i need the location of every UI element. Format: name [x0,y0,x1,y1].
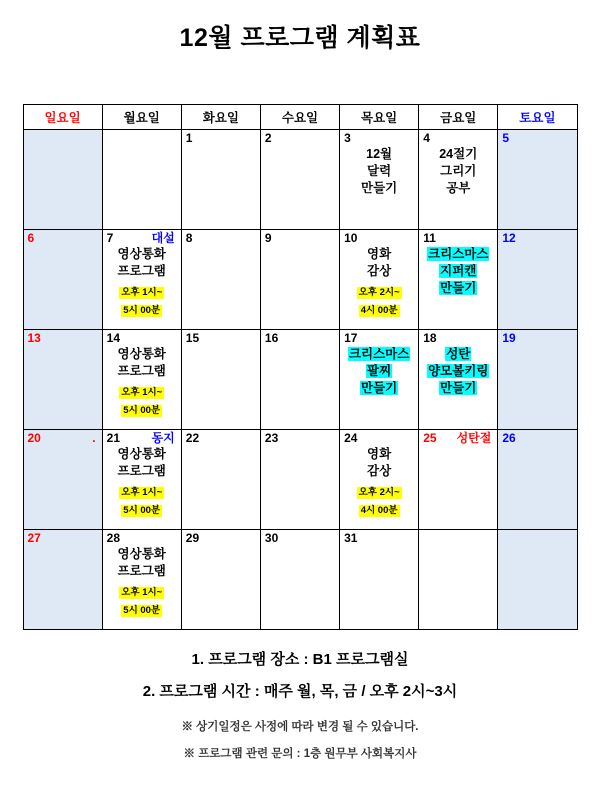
event-time-row [340,500,418,518]
event-time-text: 5시 00분 [123,505,161,516]
event-time-text: 4시 00분 [360,505,398,516]
day-number: 29 [185,531,200,545]
day-cell[interactable] [23,230,102,330]
event-line: 영상통화 [117,447,166,461]
event-line: 영상통화 [117,347,166,361]
event-time-row [103,500,181,518]
event-time-block [103,382,181,418]
day-number: 12 [502,231,516,245]
event-line [419,363,497,380]
day-number: 19 [502,331,516,345]
day-cell[interactable] [23,430,102,530]
event-time-row [103,482,181,500]
day-number: 11 [423,231,436,245]
day-number: 7 [106,231,114,245]
day-cell[interactable] [181,330,260,430]
day-cell[interactable] [23,530,102,630]
day-cell[interactable] [498,330,577,430]
event-line [340,380,418,397]
day-cell[interactable] [419,130,498,230]
event-time-row [103,600,181,618]
event-time-text: 오후 1시~ [121,287,163,298]
footer-disclaimer: ※ 상기일정은 사정에 따라 변경 될 수 있습니다. [181,721,419,733]
calendar-week-row [23,430,577,530]
day-cell[interactable] [260,430,339,530]
event-line [419,346,497,363]
event-time-text: 오후 2시~ [358,287,400,298]
day-note: 동지 [151,431,175,445]
event-time-row [103,382,181,400]
weekday-header-0: 일요일 [23,105,102,130]
event-line: 감상 [367,264,392,278]
day-cell[interactable] [181,230,260,330]
event-line [419,280,497,297]
event-line: 12월 [366,147,393,161]
calendar-week-row [23,130,577,230]
event-list [419,130,497,197]
day-note: . [92,431,96,445]
day-number: 21 [106,431,120,445]
day-number: 22 [185,431,200,445]
day-number: 5 [502,131,510,145]
event-text: 크리스마스 [428,247,489,261]
event-time-text: 5시 00분 [123,405,161,416]
event-time-row [103,400,181,418]
event-text: 만들기 [361,381,398,395]
event-time-text: 오후 2시~ [358,487,400,498]
weekday-header-3: 수요일 [260,105,339,130]
day-number: 27 [27,531,41,545]
event-time-row [340,300,418,318]
day-cell[interactable] [340,130,419,230]
day-number: 28 [106,531,120,545]
event-text: 만들기 [440,281,477,295]
event-time-row [340,282,418,300]
calendar-week-row [23,230,577,330]
day-cell[interactable] [181,130,260,230]
day-note: 성탄절 [456,431,492,445]
event-line [340,346,418,363]
event-text: 성탄 [446,347,471,361]
day-number: 17 [344,331,358,345]
day-number: 23 [264,431,279,445]
day-cell[interactable] [260,130,339,230]
day-cell[interactable] [23,130,102,230]
day-number: 13 [27,331,41,345]
event-line: 영상통화 [117,247,166,261]
event-line: 공부 [446,181,471,195]
calendar-week-row [23,530,577,630]
day-cell[interactable] [260,530,339,630]
day-cell[interactable] [419,330,498,430]
page-title: 12월 프로그램 계획표 [179,24,421,52]
footer-time: 2. 프로그램 시간 : 매주 월, 목, 금 / 오후 2시~3시 [142,683,458,700]
event-time-text: 오후 1시~ [121,387,163,398]
event-line: 영화 [367,447,392,461]
day-cell[interactable] [340,330,419,430]
day-cell[interactable] [102,130,181,230]
day-number: 30 [264,531,279,545]
event-time-row [103,282,181,300]
day-number: 14 [106,331,120,345]
calendar-body [23,130,577,630]
event-line: 달력 [367,164,392,178]
day-number: 4 [423,131,430,145]
day-number: 20 [27,431,41,445]
event-line: 만들기 [361,181,398,195]
event-line: 프로그램 [117,564,166,578]
day-number: 3 [344,131,351,145]
day-number: 25 [423,431,437,445]
event-time-row [340,482,418,500]
day-cell[interactable] [102,430,181,530]
day-number: 15 [185,331,200,345]
day-number: 10 [344,231,358,245]
event-time-block [103,582,181,618]
event-time-text: 오후 1시~ [121,487,163,498]
day-number: 1 [185,131,193,145]
day-cell[interactable] [260,330,339,430]
event-line [340,363,418,380]
event-time-block [340,482,418,518]
weekday-header-2: 화요일 [181,105,260,130]
day-cell[interactable] [340,530,419,630]
footer-notes [0,648,600,761]
weekday-header-1: 월요일 [102,105,181,130]
event-list [340,130,418,197]
calendar-header [23,105,577,130]
day-number: 24 [344,431,358,445]
event-time-block [340,282,418,318]
day-note: 대설 [151,231,175,245]
day-cell[interactable] [498,230,577,330]
day-cell[interactable] [340,430,419,530]
footer-contact: ※ 프로그램 관련 문의 : 1층 원무부 사회복지사 [183,748,417,760]
day-cell[interactable] [498,130,577,230]
day-cell[interactable] [102,230,181,330]
day-number: 2 [264,131,272,145]
event-time-row [103,300,181,318]
event-text: 크리스마스 [348,347,410,361]
weekday-header-row [23,105,577,130]
event-line: 감상 [367,464,392,478]
event-line [419,263,497,280]
day-number: 9 [264,231,272,245]
event-line: 영화 [367,247,392,261]
weekday-header-4: 목요일 [340,105,419,130]
event-line [419,246,497,263]
day-cell[interactable] [102,530,181,630]
event-text: 양모볼키링 [428,364,489,378]
event-text: 만들기 [440,381,477,395]
event-time-row [103,582,181,600]
day-number: 8 [185,231,193,245]
event-line: 프로그램 [117,464,166,478]
footer-location: 1. 프로그램 장소 : B1 프로그램실 [191,651,409,668]
day-number: 26 [502,431,516,445]
event-line: 프로그램 [117,364,166,378]
event-line: 영상통화 [117,547,166,561]
event-line: 그리기 [440,164,477,178]
event-text: 팔찌 [367,364,392,378]
day-cell[interactable] [340,230,419,330]
day-number: 31 [344,531,358,545]
event-time-block [103,482,181,518]
day-cell[interactable] [498,430,577,530]
weekday-header-6: 토요일 [498,105,577,130]
event-line [419,380,497,397]
day-cell[interactable] [419,230,498,330]
event-line: 프로그램 [117,264,166,278]
day-cell[interactable] [419,430,498,530]
day-cell[interactable] [419,530,498,630]
calendar-table [23,104,578,630]
weekday-header-5: 금요일 [419,105,498,130]
event-time-text: 오후 1시~ [121,587,163,598]
day-cell[interactable] [102,330,181,430]
event-time-text: 5시 00분 [123,305,161,316]
day-cell[interactable] [498,530,577,630]
day-number: 16 [264,331,279,345]
event-line: 24절기 [439,147,478,161]
day-number: 18 [423,331,437,345]
event-time-text: 4시 00분 [360,305,398,316]
event-time-block [103,282,181,318]
event-time-text: 5시 00분 [123,605,161,616]
calendar-container [23,104,578,630]
event-text: 지퍼캔 [440,264,477,278]
day-cell[interactable] [181,530,260,630]
day-cell[interactable] [181,430,260,530]
day-cell[interactable] [260,230,339,330]
day-number: 6 [27,231,35,245]
day-cell[interactable] [23,330,102,430]
calendar-week-row [23,330,577,430]
